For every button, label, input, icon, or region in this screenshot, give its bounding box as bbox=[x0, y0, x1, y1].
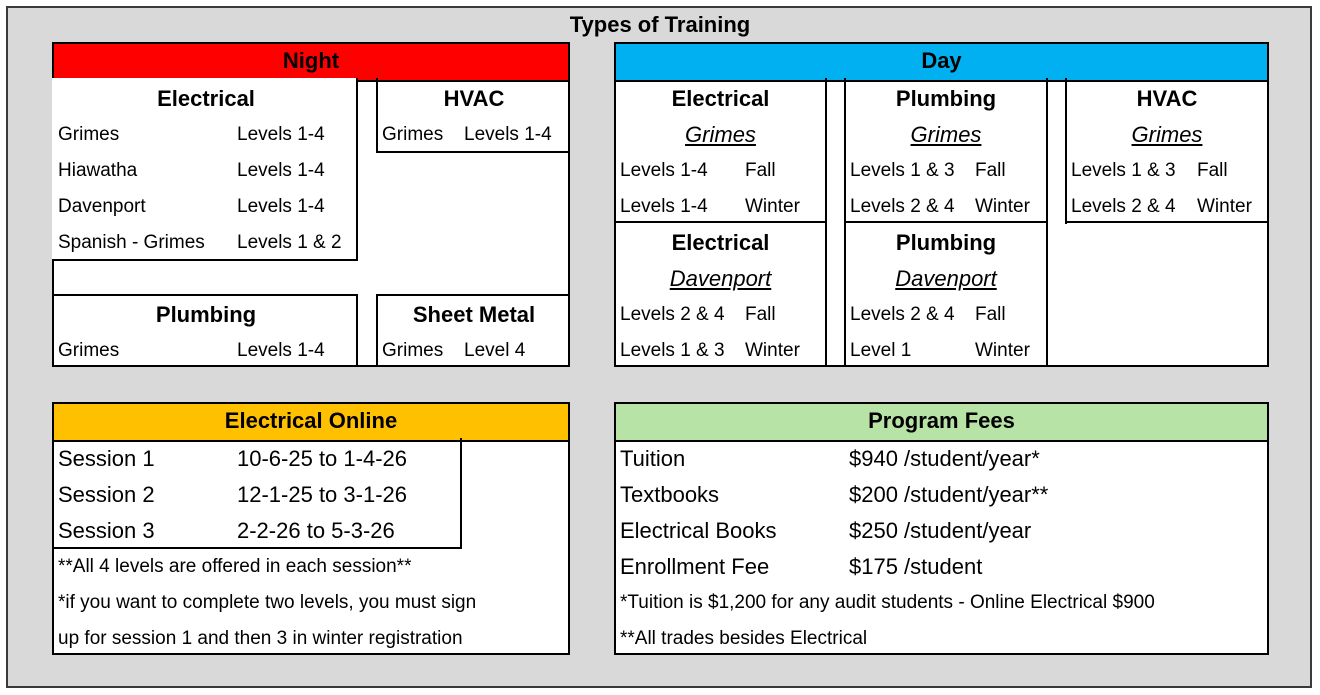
day-electrical-davenport-term: Winter bbox=[745, 340, 800, 361]
day-panel bbox=[614, 42, 1269, 367]
day-plumbing-davenport-term: Fall bbox=[975, 304, 1006, 325]
day-hvac-grimes-title: HVAC bbox=[1136, 86, 1198, 111]
night-electrical-levels: Levels 1 & 2 bbox=[237, 232, 342, 253]
day-electrical-grimes-location: Grimes bbox=[685, 122, 756, 147]
night-electrical-levels: Levels 1-4 bbox=[237, 160, 325, 181]
night-electrical-location: Spanish - Grimes bbox=[58, 232, 205, 253]
night-plumbing-levels: Levels 1-4 bbox=[237, 340, 325, 361]
day-electrical-davenport-title: Electrical bbox=[671, 230, 770, 255]
day-plumbing-grimes-term: Fall bbox=[975, 160, 1006, 181]
night-panel bbox=[52, 42, 570, 367]
day-electrical-davenport-term: Fall bbox=[745, 304, 776, 325]
day-electrical-grimes-term: Fall bbox=[745, 160, 776, 181]
online-session-dates: 10-6-25 to 1-4-26 bbox=[237, 446, 407, 471]
fee-item: Textbooks bbox=[620, 482, 720, 507]
day-plumbing-davenport-levels: Level 1 bbox=[850, 340, 912, 361]
online-session-dates: 2-2-26 to 5-3-26 bbox=[237, 518, 395, 543]
day-plumbing-davenport-term: Winter bbox=[975, 340, 1030, 361]
day-divider bbox=[1065, 221, 1267, 223]
online-header: Electrical Online bbox=[54, 404, 568, 442]
day-header: Day bbox=[616, 44, 1267, 82]
day-divider bbox=[844, 221, 1048, 223]
night-hvac-levels: Levels 1-4 bbox=[464, 124, 552, 145]
day-plumbing-grimes-levels: Levels 2 & 4 bbox=[850, 196, 955, 217]
night-plumbing-location: Grimes bbox=[58, 340, 120, 361]
online-session-dates: 12-1-25 to 3-1-26 bbox=[237, 482, 407, 507]
night-electrical-location: Hiawatha bbox=[58, 160, 138, 181]
night-hvac-location: Grimes bbox=[382, 124, 444, 145]
fee-amount: $200 /student/year** bbox=[849, 482, 1049, 507]
day-plumbing-grimes-term: Winter bbox=[975, 196, 1030, 217]
night-electrical-levels: Levels 1-4 bbox=[237, 196, 325, 217]
online-session-name: Session 2 bbox=[58, 482, 155, 507]
fee-amount: $250 /student/year bbox=[849, 518, 1032, 543]
day-hvac-grimes-location: Grimes bbox=[1131, 122, 1203, 147]
fee-item: Tuition bbox=[620, 446, 686, 471]
day-electrical-davenport-levels: Levels 1 & 3 bbox=[620, 340, 725, 361]
day-plumbing-grimes-location: Grimes bbox=[910, 122, 982, 147]
day-electrical-grimes-term: Winter bbox=[745, 196, 800, 217]
day-hvac-grimes-term: Fall bbox=[1197, 160, 1228, 181]
day-electrical-grimes-levels: Levels 1-4 bbox=[620, 160, 708, 181]
fee-amount: $175 /student bbox=[849, 554, 983, 579]
night-electrical-location: Grimes bbox=[58, 124, 120, 145]
page-title: Types of Training bbox=[569, 12, 751, 37]
day-hvac-grimes-levels: Levels 2 & 4 bbox=[1071, 196, 1176, 217]
day-hvac-grimes-levels: Levels 1 & 3 bbox=[1071, 160, 1176, 181]
day-electrical-davenport-location: Davenport bbox=[669, 266, 772, 291]
online-session-name: Session 3 bbox=[58, 518, 155, 543]
online-note: *if you want to complete two levels, you must sign bbox=[58, 592, 477, 613]
night-plumbing-title: Plumbing bbox=[155, 302, 257, 327]
day-divider bbox=[616, 221, 827, 223]
night-hvac-title: HVAC bbox=[443, 86, 505, 111]
day-plumbing-grimes-title: Plumbing bbox=[895, 86, 997, 111]
online-session-name: Session 1 bbox=[58, 446, 155, 471]
night-electrical-location: Davenport bbox=[58, 196, 146, 217]
day-hvac-grimes-term: Winter bbox=[1197, 196, 1252, 217]
day-plumbing-davenport-levels: Levels 2 & 4 bbox=[850, 304, 955, 325]
fee-item: Enrollment Fee bbox=[620, 554, 770, 579]
fee-amount: $940 /student/year* bbox=[849, 446, 1040, 471]
day-electrical-davenport-levels: Levels 2 & 4 bbox=[620, 304, 725, 325]
online-note: **All 4 levels are offered in each session** bbox=[58, 556, 412, 577]
night-sheet-metal-title: Sheet Metal bbox=[412, 302, 536, 327]
fees-header: Program Fees bbox=[616, 404, 1267, 442]
night-electrical-levels: Levels 1-4 bbox=[237, 124, 325, 145]
night-header: Night bbox=[54, 44, 568, 82]
online-note: up for session 1 and then 3 in winter registration bbox=[58, 628, 463, 649]
day-plumbing-grimes-levels: Levels 1 & 3 bbox=[850, 160, 955, 181]
fees-note: **All trades besides Electrical bbox=[620, 628, 868, 649]
fee-item: Electrical Books bbox=[620, 518, 777, 543]
night-sheet-metal-levels: Level 4 bbox=[464, 340, 526, 361]
fees-note: *Tuition is $1,200 for any audit students - Online Electrical $900 bbox=[620, 592, 1155, 613]
day-plumbing-davenport-title: Plumbing bbox=[895, 230, 997, 255]
night-electrical-title: Electrical bbox=[157, 86, 255, 111]
day-plumbing-davenport-location: Davenport bbox=[895, 266, 997, 291]
fees-panel bbox=[614, 402, 1269, 655]
day-electrical-grimes-levels: Levels 1-4 bbox=[620, 196, 708, 217]
night-sheet-metal-location: Grimes bbox=[382, 340, 444, 361]
day-electrical-grimes-title: Electrical bbox=[671, 86, 770, 111]
online-panel bbox=[52, 402, 570, 655]
